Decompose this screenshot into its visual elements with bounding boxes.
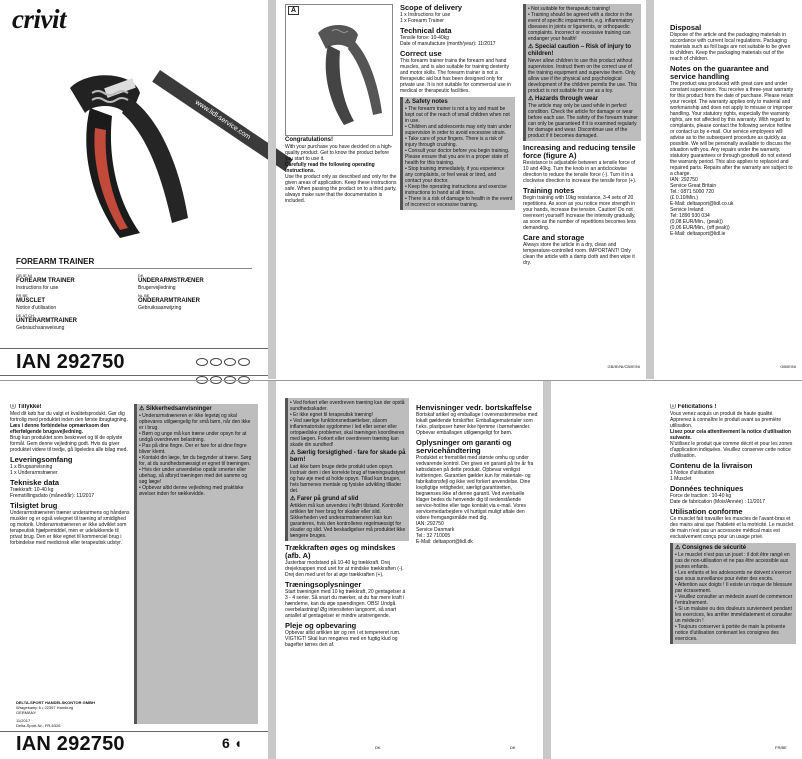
country-flags: GB IE NI	[16, 273, 32, 278]
warning-item: • Ved forkert eller overdreven træning kan der opstå sundhedsskader.	[290, 400, 407, 412]
guarantee-heading: Oplysninger om garanti og servicehåndtering	[416, 438, 512, 455]
safety-item: • Underarmstræneren er ikke legetøj og skal opbevares utilgængelig for små børn, når den ikke er i brug.	[139, 413, 256, 431]
date-mfg: Fremstillingsdato (måned/år): 11/2017	[10, 493, 95, 499]
language-title: UNDERARMSTRÆNER	[138, 278, 204, 284]
ian-reference: IAN: 292750	[416, 521, 444, 527]
tension-spec: Force de traction : 10-40 kg	[670, 493, 732, 499]
scope-item: 1 x Instructions for use	[400, 12, 451, 18]
training-text: Start træningen med 10 kg trækkraft, 20 gentagelser á 3 - 4 serier. Så snart du mærker, at du har mere kraft i hænderne, kan du øge spændingen. OBS! Undgå overbelastning! Øg intensiteten langsomt, så snart antallet af gentagelser er mindre anstrengende.	[285, 589, 406, 619]
tension-text: Justerbar modstand på 10-40 kg trækkraft. Drej drejeknappen mod uret for at mindske trækkraften (-). Drej den med uret for at øge trækkraften (+).	[285, 560, 404, 578]
congrats-title: ⓘ Tillykke!	[10, 404, 42, 410]
page-gutter	[543, 381, 551, 759]
care-heading: Care and storage	[523, 233, 585, 242]
care-heading: Pleje og opbevaring	[285, 621, 357, 630]
safety-heading: ⚠ Sikkerhedsanvisninger	[139, 406, 212, 412]
language-subtitle: Gebrauchsanweisung	[16, 325, 65, 331]
country-flags: DE AT CH	[16, 313, 35, 318]
correct-use-text: This forearm trainer trains the forearm and hand muscles, and is also suitable for training dexterity and motor skills. The forearm trainer is not a therapeutic aid but has been designed only for private use. It is not suitable for commercial use in medical or therapeutic facilities.	[400, 58, 511, 94]
column-gb-2	[400, 4, 515, 374]
ian-number: IAN 292750	[16, 351, 125, 373]
language-list	[16, 273, 256, 343]
tension-text: Resistance is adjustable between a tensile force of 10 and 40kg. Turn the knob in an anticlockwise direction to reduce the tensile force (-). Turn it in a clockwise direction to increase the tensile force (+).	[523, 160, 637, 184]
safety-box	[670, 543, 796, 644]
tension-heading: Trækkraften øges og mindskes (afb. A)	[285, 543, 396, 560]
safety-item: • There is a risk of damage to health in the event of incorrect or excessive training.	[405, 196, 513, 208]
company-name: DELTA-SPORT HANDELSKONTOR GMBH	[16, 700, 95, 705]
safety-item: • Veuillez consulter un médecin avant de commencer l'entraînement.	[675, 594, 794, 606]
warning-box	[285, 398, 409, 541]
column-gb-1b	[285, 4, 397, 374]
scope-heading: Scope of delivery	[400, 4, 463, 12]
congrats-title: ⓘ Félicitations !	[670, 404, 717, 410]
page-number: 6 ◖	[222, 735, 243, 751]
safety-box	[134, 404, 258, 724]
product-title: FOREARM TRAINER	[16, 257, 95, 266]
correct-use-heading: Correct use	[400, 49, 442, 58]
intro-text: Vous venez acquis un produit de haute qualité. Apprenez à connaître le produit avant sa première utilisation.	[670, 411, 782, 429]
page-footer: FR/BE	[775, 745, 787, 750]
scope-item: 1 Notice d'utilisation	[670, 470, 715, 476]
scope-heading: Leveringsomfang	[10, 455, 73, 464]
scope-item: 1 x Brugsanvisning	[10, 464, 53, 470]
flag-group	[196, 353, 266, 389]
version-date: 11/2017	[16, 718, 31, 723]
intro-text: Med dit køb har du valgt et kvalitetsprodukt. Gør dig fortrolig med produktet inden den første ibrugtagning.	[10, 411, 128, 423]
safety-item: • Kontakt din læge, før du begynder at træne. Sørg for, at du sundhedsmæssigt er egnet til træningen.	[139, 455, 256, 467]
cover-panel	[0, 0, 268, 379]
safety-item: • Børn og unge må kun træne under opsyn for at undgå overdreven belastning.	[139, 431, 256, 443]
safety-item: • Si un malaise ou des douleurs surviennent pendant les exercices, les arrêter immédiatement et consulter un médecin !	[675, 606, 794, 624]
service-line: Tel: 1890 930 034	[670, 213, 710, 219]
training-text: Begin training with 10kg resistance, 3-4 sets of 20 repetitions. As soon as you notice more strength in your hands, increase the tension. Caution! Do not overexert yourself! Increase the intensity gradually, as soon as the number of repetitions becomes less demanding.	[523, 195, 636, 231]
read-notice: Læs i denne forbindelse opmærksom den efterfølgende brugsvejledning.	[10, 423, 110, 435]
guarantee-text: The product was produced with great care and under constant supervision. You receive a three-year warranty for this product from the date of purchase. Please retain your receipt. The warranty applies only to material and workmanship and does not apply to misuse or improper handling. Your statutory rights, especially the warranty rights, are not affected by this warranty. With regard to complaints, please contact the following service hotline or contact us by e-mail. Our service employees will advise as to the subsequent procedure as quickly as possible. We will be personally available to discuss the situation with you. Any repairs under the warranty, statutory guarantees or through goodwill do not extend the warranty period. This also applies to replaced and repaired parts. Repairs after the warranty are subject to a charge.	[670, 81, 794, 177]
safety-item: • Pas på dine fingre. Der er fare for at dine fingre bliver klemt.	[139, 443, 256, 455]
safety-box	[400, 97, 515, 210]
special-caution-heading: ⚠ Special caution – Risk of injury to children!	[528, 44, 632, 57]
language-subtitle: Notice d'utilisation	[16, 305, 57, 311]
care-text: Always store the article in a dry, clean and temperature-controlled room. IMPORTANT! Only clean the article with a damp cloth and then wipe it dry.	[523, 242, 635, 266]
disposal-text: Bortskaf artikel og emballage i overensstemmelse med lokalt gældende forskrifter. Emballagematerialer som f.eks. plastposer hører ikke hjemme i børnehænder. Opbevar emballagen utilgængeligt for børn.	[416, 412, 538, 436]
company-address: Wragekamp 6 • 22397 Hamburg	[16, 705, 74, 710]
language-subtitle: Instructions for use	[16, 285, 59, 291]
scope-item: 1 x Forearm Trainer	[400, 18, 444, 24]
column-fr-1	[670, 404, 796, 742]
language-title: MUSCLET	[16, 298, 45, 304]
intended-use-heading: Tilsigtet brug	[10, 501, 58, 510]
service-line: E-Mail: deltasport@lidl.co.uk	[670, 201, 734, 207]
ian-box	[0, 348, 268, 376]
safety-item: • Les enfants et les adolescents ne doivent s'exercer que sous surveillance pour éviter des excès.	[675, 570, 794, 582]
warning-item: • Er ikke egnet til terapeutisk træning!	[290, 412, 407, 418]
wear-text: The article may only be used while in perfect condition. Check the article for damage or wear before each use. The safety of the forearm trainer can only be guaranteed if it is examined regularly for damage and wear. Discontinue use of the product if it becomes damaged.	[528, 103, 638, 139]
ian-box	[0, 731, 268, 756]
child-caution-heading: ⚠ Særlig forsigtighed - fare for skade på børn!	[290, 450, 406, 463]
intended-use-text: Ce musclet fait travailler les muscles de l'avant-bras et des mains ainsi que l'habileté et la motricité. Le musclet de main n'est pas un accessoire médical mais est exclusivement conçu pour un usage privé.	[670, 516, 794, 540]
intended-use-text: Underarmstræneren træner underarmens og håndens muskler og er også velegnet til træning af smidighed og motorik. Underarmstræneren er ikke udviklet som terapeutisk hjælpemiddel, men er udelukkende til privat brug. Den er ikke egnet til kommerciel brug i forbindelse med medicinsk eller terapeutisk udstyr.	[10, 510, 130, 546]
hand-grip-image	[50, 58, 200, 248]
safety-item: • Consult your doctor before you begin training. Please ensure that you are in a proper state of health for this training.	[405, 148, 513, 166]
language-item	[138, 273, 248, 291]
service-line: Service Danmark	[416, 527, 455, 533]
language-subtitle: Brugervejledning	[138, 285, 176, 291]
service-line: (0,06 EUR/Min., (off peak))	[670, 225, 730, 231]
disposal-text: Dispose of the article and the packaging materials in accordance with current local regulations. Packaging materials such as foil bags are not suitable to be given to children. Keep the packaging materials out of the reach of children.	[670, 32, 791, 62]
page-footer: GB/IE/NI	[780, 364, 796, 369]
service-line: Service Great Britain	[670, 183, 717, 189]
figure-label: A	[288, 6, 299, 15]
ian-reference: IAN: 292750	[670, 177, 698, 183]
language-item	[16, 293, 126, 311]
page-gutter	[646, 0, 654, 379]
guarantee-text: Produktet er fremstillet med største omhu og under vedvarende kontrol. Der gives en garanti på tre år fra købsdatoen på dette produkt. Opbevar venligst kvitteringen. Garantien gælder kun for materiale- og fabrikationsfejl og ikke ved forkert anvendelse. Dine lovpligtige rettigheder, særligt garantiretten, begrænses ikke af denne garanti. Ved eventuelle klager bedes du henvende dig til nedenstående service-hotline eller tage kontakt via e-mail. Vores servicemedarbejdere vil hurtigst muligt aftale den videre fremgangsmåde med dig.	[416, 455, 534, 521]
page-gutter	[268, 381, 276, 759]
scope-heading: Contenu de la livraison	[670, 461, 753, 470]
read-text: N'utilisez le produit que comme décrit et pour les zones d'application indiquées. Veuillez conserver cette notice d'utilisation.	[670, 441, 793, 459]
read-text: Use the product only as described and only for the given areas of application. Keep these instructions safe. When passing the product on to a third party, always make sure that the documentation is included.	[285, 174, 397, 204]
congrats-title: Congratulations!	[285, 137, 333, 143]
safety-item: • Stop training immediately, if you experience any complaints, or feel weak or tired, and contact your doctor.	[405, 166, 513, 184]
training-heading: Training notes	[523, 186, 575, 195]
tech-heading: Tekniske data	[10, 478, 60, 487]
scope-item: 1 Musclet	[670, 476, 692, 482]
country-flags: DK	[138, 273, 144, 278]
date-mfg: Date de fabrication (Mois/Année) : 11/2017	[670, 499, 765, 505]
service-line: (0,08 EUR/Min., (peak))	[670, 219, 723, 225]
language-title: FOREARM TRAINER	[16, 278, 75, 284]
disposal-heading: Henvisninger vedr. bortskaffelse	[416, 404, 532, 412]
safety-item: • Children and adolescents may only train under supervision in order to avoid excessive strain.	[405, 124, 513, 136]
guarantee-heading: Notes on the guarantee and service handling	[670, 64, 769, 81]
url-banner: www.lidl-service.com	[152, 70, 292, 171]
tech-heading: Technical data	[400, 26, 452, 35]
safety-item: • The forearm trainer is not a toy and must be kept out of the reach of small children when not in use.	[405, 106, 513, 124]
language-title: ONDERARMTRAINER	[138, 298, 200, 304]
wear-heading: ⚠ Hazards through wear	[528, 96, 599, 102]
tension-spec: Tensile force: 10-40kg	[400, 35, 449, 41]
read-notice: Lisez pour cela attentivement la notice d'utilisation suivante.	[670, 429, 791, 441]
language-item	[16, 273, 126, 291]
service-line: E-Mail: deltasport@lidl.dk	[416, 539, 473, 545]
safety-item: • Keep the operating instructions and exercise instructions to hand at all times.	[405, 184, 513, 196]
tension-heading: Increasing and reducing tensile force (figure A)	[523, 143, 636, 160]
warning-item: • Not suitable for therapeutic training!	[528, 6, 639, 12]
safety-heading: ⚠ Consignes de sécurité	[675, 545, 747, 551]
country-flags: FR BE	[16, 293, 28, 298]
company-id: Delta-Sport-Nr.: FR-6326	[16, 723, 61, 728]
tech-heading: Données techniques	[670, 484, 744, 493]
wear-text: Artiklen må kun anvendes i fejlfri tilstand. Kontrollér artiklen før hver brug for skader eller slid. Sikkerheden ved underarmstræneren kan kun garanteres, hvis den kontrolleres regelmæssigt for skader og slid. Ved beskadigelser må produktet ikke længere bruges.	[290, 503, 406, 539]
read-text: Brug kun produktet som beskrevet og til de oplyste formål. Gem denne vejledning godt. Hvis du giver produktet videre til tredje, gå ligeledes alle bilag med.	[10, 435, 128, 453]
language-item	[16, 313, 126, 331]
safety-item: • Toujours conserver à portée de main la présente notice d'utilisation contenant les consignes des exercices.	[675, 624, 794, 642]
page-footer: GB/IE/NI/CB/IE/NI	[607, 364, 640, 369]
company-country: GERMANY	[16, 710, 37, 715]
language-subtitle: Gebruiksaanwijzing	[138, 305, 182, 311]
read-notice: Carefully read the following operating instructions.	[285, 162, 375, 174]
column-gb-4	[670, 24, 794, 364]
warning-box	[523, 4, 641, 141]
column-dk-2	[285, 398, 409, 743]
wear-heading: ⚠ Farer på grund af slid	[290, 496, 359, 502]
safety-item: • Attention aux doigts ! Il existe un risque de blessure par écrasement.	[675, 582, 794, 594]
language-title: UNTERARMTRAINER	[16, 318, 77, 324]
brand-logo: crivit	[12, 4, 66, 34]
scope-item: 1 x Underarmstræner	[10, 470, 58, 476]
service-line: Service Ireland	[670, 207, 704, 213]
disposal-heading: Disposal	[670, 24, 702, 32]
intended-use-heading: Utilisation conforme	[670, 507, 743, 516]
safety-item: • Le musclet n'est pas un jouet : il doit être rangé en cas de non-utilisation et ne pas être accessible aux jeunes enfants.	[675, 552, 794, 570]
page-gutter	[268, 0, 276, 379]
country-flags: NL BE	[138, 293, 150, 298]
divider	[16, 268, 252, 269]
care-text: Opbevar altid artiklen tør og ren i et tempereret rum. VIGTIGT! Skal kun rengøres med en fugtig klud og bagefter tørres den af.	[285, 630, 401, 648]
warning-item: • Training should be agreed with a doctor in the event of specific impairments, e.g. inflammatory diseases in joints or ligaments, or orthopaedic complaints. Incorrect or excessive training can endanger your health!	[528, 12, 639, 42]
child-caution-text: Lad ikke børn bruge dette produkt uden opsyn. Instruér dem i den korrekte brug af træningsudstyret og hav øje med at holde opsyn. Tillad kun brugen, hvis børnenes mentale og fysiske udvikling tillader det.	[290, 464, 406, 494]
row-divider	[0, 380, 802, 381]
safety-item: • Opbevar altid denne vejledning med praktiske øvelser inden for rækkevidde.	[139, 485, 256, 497]
service-line: E-Mail: deltasport@lidl.ie	[670, 231, 726, 237]
page-footer: DK	[510, 745, 516, 750]
column-gb-3	[523, 4, 641, 372]
safety-item: • Take care of your fingers. There is a risk of injury through crushing.	[405, 136, 513, 148]
service-line: Tel.: 32 710005	[416, 533, 451, 539]
page-footer: DK	[375, 745, 381, 750]
tension-spec: Trækkraft: 10-40 kg	[10, 487, 54, 493]
language-item	[138, 293, 248, 311]
warning-item: • Ved særlige funktionsnedsættelser, såsom inflammatoriske sygdomme i led eller sener eller ortopædiske problemer, skal træningen koordineres med lægen. Forkert eller overdreven træning kan skade din sundhed!	[290, 418, 407, 448]
ian-number: IAN 292750	[16, 733, 125, 755]
date-mfg: Date of manufacture (month/year): 11/2017	[400, 41, 496, 47]
special-caution-text: Never allow children to use this product without supervision. Instruct them on the correct use of the training equipment and supervise them. Only allow use if the physical and psychological development of the children permits the use. This product is not suitable for use as a toy.	[528, 58, 638, 94]
company-block	[16, 700, 126, 728]
safety-heading: ⚠ Safety notes	[405, 99, 448, 105]
service-line: (£ 0.10/Min.)	[670, 195, 699, 201]
training-heading: Træningsoplysninger	[285, 580, 362, 589]
column-dk-3	[416, 404, 538, 734]
congrats-text: With your purchase you have decided on a high-quality product. Get to know the product before you start to use it.	[285, 144, 393, 162]
safety-item: • Hvis der under anvendelse opstår smerter eller ubehag, så afbryd træningen med det samme og søg læge!	[139, 467, 256, 485]
service-line: Tel.: 0871 5000 720	[670, 189, 714, 195]
column-dk-1	[10, 404, 130, 704]
